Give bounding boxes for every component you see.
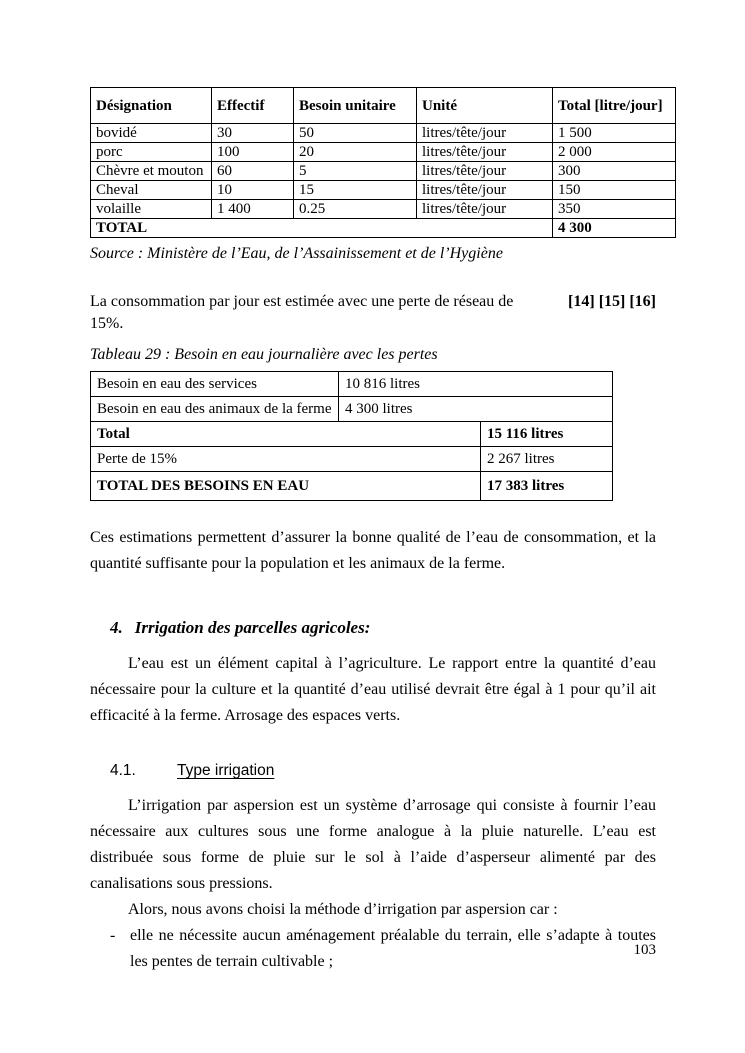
section-41-heading — [110, 759, 656, 783]
total-value: 4 300 — [553, 219, 676, 238]
row-value: 17 383 litres — [480, 472, 612, 500]
section-4-heading — [110, 615, 656, 641]
section-4-title: Irrigation des parcelles agricoles: — [134, 618, 371, 637]
header-unite: Unité — [417, 88, 553, 124]
table-cell: 1 500 — [553, 124, 676, 143]
row-value: 15 116 litres — [480, 422, 612, 446]
page-number: 103 — [633, 942, 656, 958]
table-row — [91, 422, 612, 447]
table-cell: volaille — [91, 200, 212, 219]
table-cell: porc — [91, 143, 212, 162]
table-header-row — [91, 88, 676, 124]
livestock-table — [90, 87, 676, 238]
table-cell: litres/tête/jour — [417, 124, 553, 143]
row-label: Total — [97, 425, 130, 442]
table-row — [91, 397, 612, 422]
table-cell: 100 — [212, 143, 294, 162]
table-row — [91, 372, 612, 397]
consumption-sentence: La consommation par jour est estimée avec une perte de réseau de 15%. — [90, 293, 514, 332]
table-cell: 10 — [212, 181, 294, 200]
table-cell: 300 — [553, 162, 676, 181]
row-value: 10 816 litres — [338, 372, 612, 396]
header-designation: Désignation — [91, 88, 212, 124]
table-row — [91, 181, 676, 200]
table-cell: 60 — [212, 162, 294, 181]
table-cell: 2 000 — [553, 143, 676, 162]
header-effectif: Effectif — [212, 88, 294, 124]
table-row — [91, 143, 676, 162]
row-value: 2 267 litres — [480, 447, 612, 471]
section-41-title: Type irrigation — [177, 762, 275, 779]
section-41-number: 4.1. — [110, 762, 136, 779]
bullet-text: elle ne nécessite aucun aménagement préalable du terrain, elle s’adapte à toutes les pentes de terrain cultivable ; — [130, 927, 656, 970]
table-cell: 15 — [294, 181, 417, 200]
table-row — [91, 200, 676, 219]
table-row — [91, 124, 676, 143]
consumption-line — [90, 291, 656, 335]
table-cell: 1 400 — [212, 200, 294, 219]
method-intro-line: Alors, nous avons choisi la méthode d’irrigation par aspersion car : — [128, 901, 558, 918]
table-cell: 0.25 — [294, 200, 417, 219]
table-cell: Cheval — [91, 181, 212, 200]
table-cell: 50 — [294, 124, 417, 143]
needs-table — [90, 371, 613, 501]
table-cell: litres/tête/jour — [417, 181, 553, 200]
section-4-paragraph: L’eau est un élément capital à l’agriculture. Le rapport entre la quantité d’eau nécessaire pour la culture et la quantité d’eau utilisé devrait être égal à 1 pour qu’il ait efficacité à la ferme. Arrosage des espaces verts. — [90, 655, 656, 724]
section-41-paragraph: L’irrigation par aspersion est un système d’arrosage qui consiste à fournir l’eau nécessaire aux cultures sous une forme analogue à la pluie naturelle. L’eau est distribuée sous forme de pluie sur le sol à l’aide d’asperseur alimenté par des canalisations sous pressions. — [90, 797, 656, 892]
header-total: Total [litre/jour] — [553, 88, 676, 124]
section-4-number: 4. — [110, 618, 123, 637]
table-cell: 30 — [212, 124, 294, 143]
table-total-row — [91, 472, 612, 500]
table-row — [91, 162, 676, 181]
table-cell: 150 — [553, 181, 676, 200]
header-besoin-unitaire: Besoin unitaire — [294, 88, 417, 124]
table-cell: 5 — [294, 162, 417, 181]
table-cell: bovidé — [91, 124, 212, 143]
row-label: Besoin en eau des services — [97, 375, 257, 392]
row-label: Besoin en eau des animaux de la ferme — [97, 400, 332, 417]
bullet-item — [110, 923, 656, 975]
row-value: 4 300 litres — [338, 397, 612, 421]
reference-citations: [14] [15] [16] — [568, 293, 656, 310]
row-label: Perte de 15% — [97, 450, 177, 467]
table-cell: litres/tête/jour — [417, 200, 553, 219]
table-row — [91, 447, 612, 472]
estimations-paragraph: Ces estimations permettent d’assurer la bonne qualité de l’eau de consommation, et la quantité suffisante pour la population et les animaux de la ferme. — [90, 529, 656, 572]
total-label: TOTAL — [91, 219, 553, 238]
table-cell: Chèvre et mouton — [91, 162, 212, 181]
bullet-marker: - — [110, 927, 116, 944]
table29-caption: Tableau 29 : Besoin en eau journalière avec les pertes — [90, 346, 438, 363]
table-cell: 20 — [294, 143, 417, 162]
table-total-row — [91, 219, 676, 238]
page-content — [90, 87, 663, 975]
source-note: Source : Ministère de l’Eau, de l’Assainissement et de l’Hygiène — [90, 245, 503, 262]
row-label: TOTAL DES BESOINS EN EAU — [97, 477, 310, 494]
table-cell: litres/tête/jour — [417, 162, 553, 181]
table-cell: 350 — [553, 200, 676, 219]
table-cell: litres/tête/jour — [417, 143, 553, 162]
